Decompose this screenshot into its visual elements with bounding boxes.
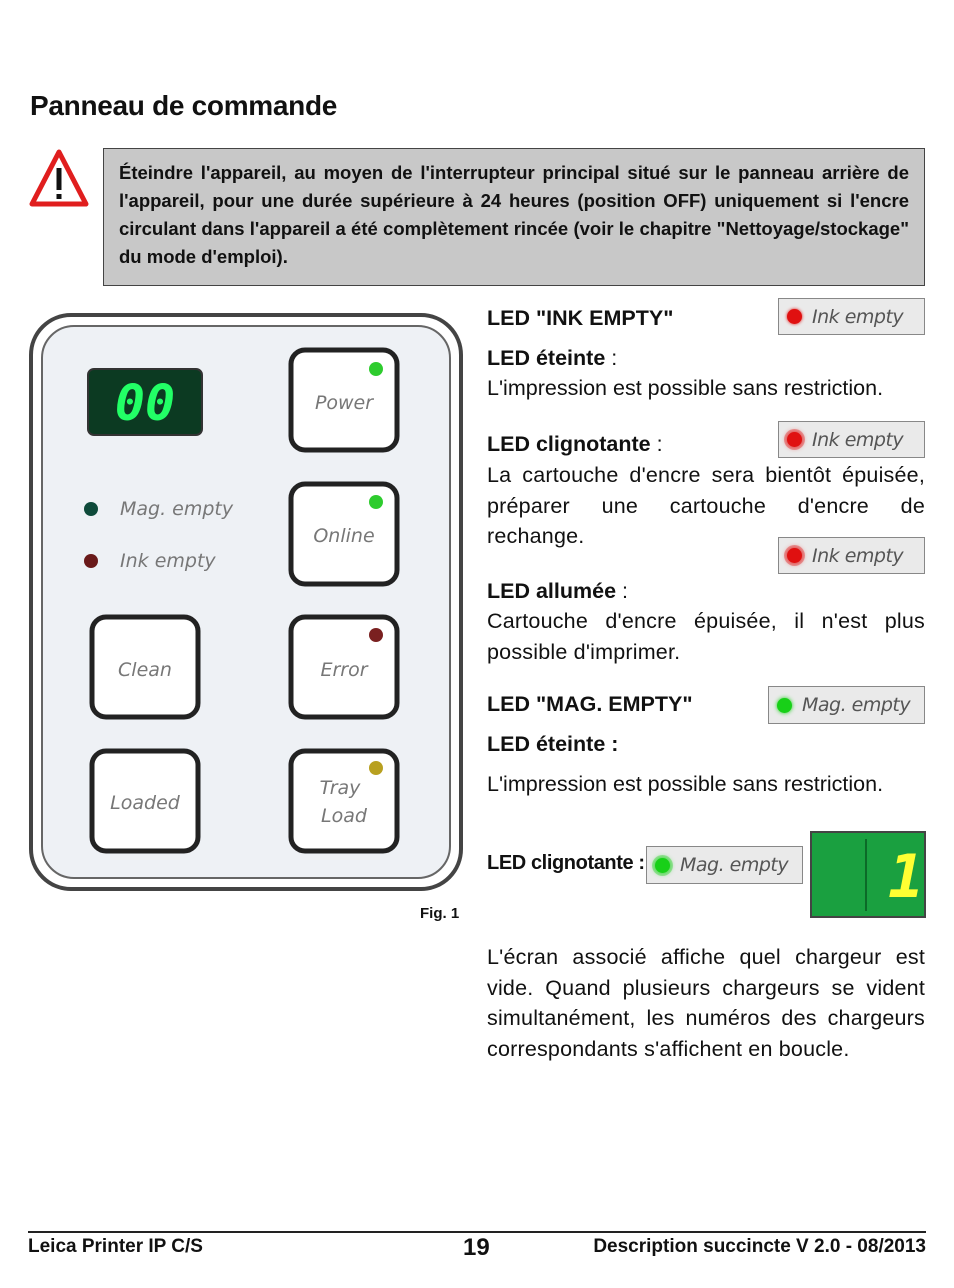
mag-empty-heading: LED "MAG. EMPTY": [487, 692, 693, 716]
online-button[interactable]: [291, 484, 397, 584]
svg-text:Clean: Clean: [118, 659, 172, 681]
svg-text:Online: Online: [313, 525, 375, 547]
svg-text:Power: Power: [314, 392, 374, 414]
ink-blink-line: [487, 429, 663, 460]
svg-text:Load: Load: [321, 805, 367, 827]
ink-empty-badge-blink: [778, 421, 925, 458]
mag-empty-indicator-led: [84, 502, 98, 516]
figure-caption: Fig. 1: [420, 905, 460, 922]
footer-divider: [28, 1231, 926, 1233]
mag-blink-label: LED clignotante :: [487, 852, 645, 874]
badge-label: Mag. empty: [802, 694, 911, 716]
power-button[interactable]: [291, 350, 397, 450]
error-button[interactable]: [291, 617, 397, 717]
mag-off-text: L'impression est possible sans restriction.: [487, 772, 884, 796]
mag-empty-indicator-label: Mag. empty: [120, 498, 234, 520]
badge-label: Ink empty: [812, 428, 904, 451]
control-panel-figure: [28, 312, 464, 892]
warning-box: Éteindre l'appareil, au moyen de l'interrupteur principal situé sur le panneau arrière de l'appareil, pour une durée supérieure à 24 heures (position OFF) uniquement si l'encre circulant dans l'appareil a été complètement rincée (voir le chapitre "Nettoyage/stockage" du mode d'emploi).: [103, 148, 925, 286]
ink-blink-text: La cartouche d'encre sera bientôt épuisée, préparer une cartouche d'encre de rechange.: [487, 463, 925, 548]
svg-text:Error: Error: [320, 659, 368, 681]
ink-on-line: [487, 576, 628, 607]
ink-on-sep: :: [616, 579, 628, 603]
tray-load-button[interactable]: [291, 751, 397, 851]
badge-label: Ink empty: [812, 305, 904, 328]
mag-off-label: LED éteinte :: [487, 732, 619, 756]
footer-doc-version: Description succincte V 2.0 - 08/2013: [593, 1236, 926, 1257]
green-blinking-led-icon: [655, 858, 670, 873]
green-led-icon: [777, 698, 792, 713]
clean-button[interactable]: [92, 617, 198, 717]
magazine-display-readout: [810, 831, 926, 918]
ink-empty-badge-off: [778, 298, 925, 335]
svg-text:Loaded: Loaded: [110, 792, 180, 814]
footer-product: Leica Printer IP C/S: [28, 1236, 203, 1257]
mag-blink-text: L'écran associé affiche quel chargeur est vide. Quand plusieurs chargeurs se vident simultanément, les numéros des chargeurs correspondants s'affichent en boucle.: [487, 945, 925, 1061]
warning-icon: [28, 148, 90, 210]
badge-label: Ink empty: [812, 544, 904, 567]
ink-empty-indicator-led: [84, 554, 98, 568]
ink-blink-label: LED clignotante: [487, 432, 651, 456]
ink-empty-badge-on: [778, 537, 925, 574]
svg-text:Tray: Tray: [319, 777, 361, 799]
ink-off-line: [487, 343, 617, 374]
red-led-icon: [787, 309, 802, 324]
page-number: 19: [463, 1234, 490, 1261]
page-title: Panneau de commande: [30, 90, 338, 121]
ink-off-label: LED éteinte: [487, 346, 606, 370]
ink-on-label: LED allumée: [487, 579, 617, 603]
red-blinking-led-icon: [787, 432, 802, 447]
badge-label: Mag. empty: [680, 854, 789, 876]
ink-blink-sep: :: [650, 432, 663, 456]
ink-empty-indicator-label: Ink empty: [120, 550, 216, 572]
magazine-display-digit: 1: [887, 842, 925, 912]
panel-display-digits: 00: [114, 374, 176, 432]
ink-on-text: Cartouche d'encre épuisée, il n'est plus possible d'imprimer.: [487, 609, 925, 664]
mag-empty-badge-off: [768, 686, 925, 724]
ink-off-sep: :: [605, 346, 618, 370]
ink-off-text: L'impression est possible sans restriction.: [487, 376, 884, 400]
loaded-button[interactable]: [92, 751, 198, 851]
mag-empty-badge-blink: [646, 846, 803, 884]
red-led-on-icon: [787, 548, 802, 563]
ink-empty-heading: LED "INK EMPTY": [487, 306, 674, 330]
